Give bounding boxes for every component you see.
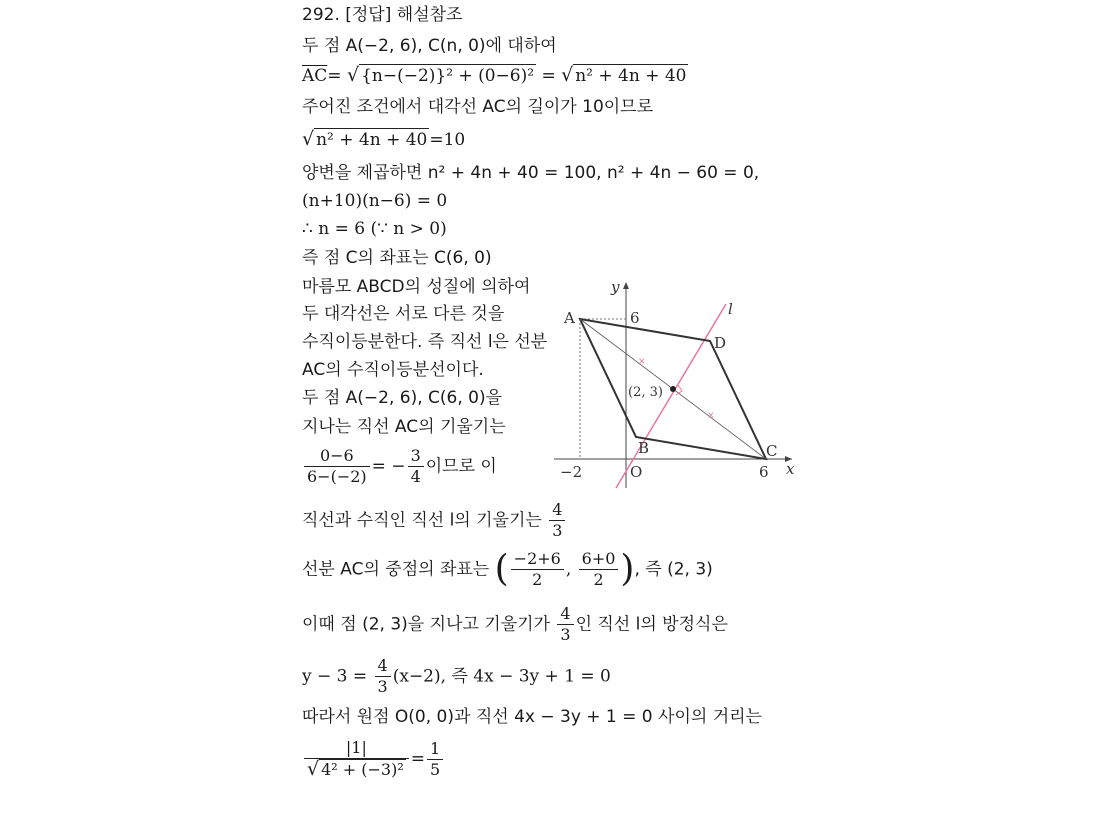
right-paren: ): [620, 548, 635, 590]
sqrt-symbol: √: [302, 128, 315, 150]
text-line-1: 두 점 A(−2, 6), C(n, 0)에 대하여: [302, 36, 557, 56]
denominator: 2: [532, 570, 543, 589]
numerator: 3: [408, 446, 424, 467]
conclusion-n: ∴ n = 6 (∵ n > 0): [302, 219, 447, 239]
fraction-three-fourths: [408, 446, 424, 487]
equation-suffix: (x−2), 즉 4x − 3y + 1 = 0: [392, 666, 611, 687]
equals-ten: =10: [429, 130, 466, 150]
radicand: 4² + (−3)²: [321, 760, 404, 779]
radicand-2: n² + 4n + 40: [575, 66, 687, 86]
line-l-equation: [302, 656, 611, 697]
equals-sign: =: [536, 66, 562, 86]
point-d-label: D: [714, 334, 727, 352]
line-l-setup: [302, 604, 728, 645]
numerator: 4: [375, 656, 391, 677]
text-line-5: 양변을 제곱하면 n² + 4n + 40 = 100, n² + 4n − 60 = 0,: [302, 163, 760, 183]
numerator: 4: [549, 500, 565, 521]
fraction-four-thirds: [375, 656, 391, 697]
denominator: 5: [430, 759, 441, 779]
denominator: [304, 759, 409, 780]
sqrt-symbol: √: [561, 64, 574, 86]
left-paren: (: [494, 548, 509, 590]
y-tick-six: 6: [630, 309, 640, 327]
fraction-one-fifth: [427, 739, 443, 780]
denominator: 2: [593, 570, 604, 589]
denominator: 3: [377, 677, 388, 696]
equation-sqrt-ten: [302, 128, 465, 151]
text-prefix: 이때 점 (2, 3)을 지나고 기울기가: [302, 614, 550, 635]
fraction-distance: [304, 738, 409, 780]
text-suffix: 인 직선 l의 방정식은: [575, 614, 728, 635]
text-suffix: , 즉 (2, 3): [634, 559, 713, 580]
fraction-four-thirds: [549, 500, 565, 541]
midpoint-marker: [670, 386, 676, 392]
midpoint-label: (2, 3): [628, 385, 663, 400]
sqrt-symbol: √: [346, 64, 360, 86]
y-axis-label: y: [611, 278, 620, 296]
text-line-10: 두 대각선은 서로 다른 것을: [302, 304, 505, 324]
denominator: 3: [552, 521, 563, 540]
denominator: 3: [560, 625, 571, 644]
point-c-label: C: [766, 442, 778, 460]
numerator: 0−6: [304, 446, 370, 467]
text-suffix: 이므로 이: [425, 456, 497, 477]
denominator: 4: [410, 467, 421, 486]
equation-prefix: y − 3 =: [302, 666, 368, 687]
text-line-12: AC의 수직이등분선이다.: [302, 360, 484, 380]
tick-mark-lower: ×: [707, 411, 715, 421]
text-line-3: 주어진 조건에서 대각선 AC의 길이가 10이므로: [302, 97, 654, 117]
point-a-label: A: [564, 309, 575, 327]
tick-mark-upper: ×: [638, 357, 646, 367]
origin-label: O: [630, 463, 643, 481]
factored-equation: (n+10)(n−6) = 0: [302, 191, 448, 211]
fraction-slope: [304, 446, 370, 487]
denominator: 6−(−2): [307, 467, 367, 486]
text-line-20: 따라서 원점 O(0, 0)과 직선 4x − 3y + 1 = 0 사이의 거리는: [302, 707, 762, 727]
numerator: −2+6: [511, 549, 564, 570]
fraction-midpoint-y: [579, 549, 619, 590]
text-line-9: 마름모 ABCD의 성질에 의하여: [302, 277, 531, 297]
equals-minus: = −: [371, 456, 406, 477]
x-tick-six: 6: [759, 463, 769, 481]
solution-title: 292. [정답] 해설참조: [302, 5, 463, 25]
x-axis-label: x: [786, 460, 795, 478]
fraction-four-thirds: [557, 604, 573, 645]
equals-sign: =: [410, 749, 426, 769]
radicand: n² + 4n + 40: [316, 130, 428, 150]
comma: ,: [565, 559, 572, 580]
rhombus-figure: [552, 278, 800, 490]
point-c-coordinates: 즉 점 C의 좌표는 C(6, 0): [302, 248, 492, 268]
point-b-label: B: [638, 439, 650, 457]
midpoint-line: [302, 549, 713, 590]
numerator: |1|: [304, 738, 409, 759]
line-l-label: l: [728, 300, 733, 318]
sqrt-symbol: √: [307, 758, 320, 780]
text-line-14: 지나는 직선 AC의 기울기는: [302, 417, 506, 437]
fraction-midpoint-x: [511, 549, 564, 590]
x-tick-neg-two: −2: [560, 463, 583, 481]
equation-ac-length: [302, 64, 688, 87]
numerator: 1: [427, 739, 443, 760]
segment-ac-label: $\overline{AC}$: [302, 66, 328, 86]
radicand-1: {n−(−2)}² + (0−6)²: [361, 66, 535, 86]
text-line-11: 수직이등분한다. 즉 직선 l은 선분: [302, 332, 548, 352]
slope-ac-equation: [302, 446, 497, 487]
text-prefix: 직선과 수직인 직선 l의 기울기는: [302, 510, 542, 531]
slope-l-line: [302, 500, 567, 541]
numerator: 6+0: [579, 549, 619, 570]
distance-equation: [302, 738, 445, 780]
text-prefix: 선분 AC의 중점의 좌표는: [302, 559, 490, 580]
equals-sign: =: [327, 66, 347, 86]
numerator: 4: [557, 604, 573, 625]
text-line-13: 두 점 A(−2, 6), C(6, 0)을: [302, 388, 503, 408]
